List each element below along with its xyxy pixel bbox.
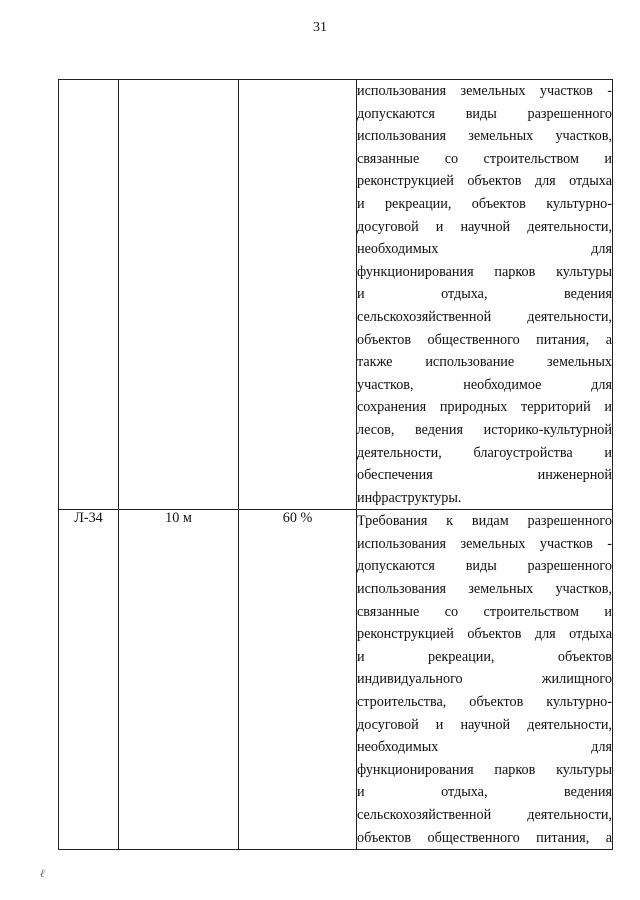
text-line: функционирования парков культуры (357, 761, 612, 778)
text-line: и рекреации, объектов культурно- (357, 195, 612, 212)
text-line: необходимых для (357, 739, 612, 756)
text-line: необходимых для (357, 241, 612, 258)
text-line: обеспечения инженерной (357, 467, 612, 484)
text-line: деятельности, благоустройства и (357, 444, 612, 461)
text-line: связанные со строительством и (357, 150, 612, 167)
text-line: допускаются виды разрешенного (357, 558, 612, 575)
text-line: объектов общественного питания, а (357, 331, 612, 348)
text-line: сельскохозяйственной деятельности, (357, 308, 612, 325)
text-line: строительства, объектов культурно- (357, 694, 612, 711)
text-line: допускаются виды разрешенного (357, 105, 612, 122)
requirements-cell (357, 510, 613, 850)
text-line: инфраструктуры. (357, 489, 462, 506)
text-line: досуговой и научной деятельности, (357, 716, 612, 733)
build-percent-cell (239, 80, 357, 510)
stray-mark: ℓ (40, 868, 45, 880)
text-line: использования земельных участков, (357, 128, 612, 145)
text-line: индивидуального жилищного (357, 671, 612, 688)
text-line: реконструкцией объектов для отдыха (357, 173, 612, 190)
text-line: лесов, ведения историко-культурной (357, 421, 612, 438)
text-line: использования земельных участков - (357, 83, 612, 99)
text-line: функционирования парков культуры (357, 263, 612, 280)
text-line: также использование земельных (357, 354, 612, 371)
text-line: досуговой и научной деятельности, (357, 218, 612, 235)
text-line: участков, необходимое для (357, 376, 612, 393)
text-line: сельскохозяйственной деятельности, (357, 807, 612, 823)
text-line: реконструкцией объектов для отдыха (357, 626, 612, 643)
text-line: использования земельных участков, (357, 581, 612, 598)
table-row (59, 510, 613, 850)
text-line: использования земельных участков - (357, 535, 612, 552)
text-line: и рекреации, объектов (357, 648, 612, 665)
zoning-table (58, 79, 613, 850)
requirements-cell (357, 80, 613, 510)
text-line: сохранения природных территорий и (357, 399, 612, 416)
max-height-cell (119, 80, 239, 510)
text-line: объектов общественного питания, а (357, 829, 612, 846)
table-row (59, 80, 613, 510)
page-number: 31 (313, 20, 327, 35)
zone-code-cell (59, 80, 119, 510)
max-height-cell: 10 м (119, 510, 239, 850)
text-line: и отдыха, ведения (357, 784, 612, 801)
zone-code-cell: Л-34 (59, 510, 119, 850)
text-line: Требования к видам разрешенного (357, 513, 612, 530)
build-percent-cell: 60 % (239, 510, 357, 850)
text-line: и отдыха, ведения (357, 286, 612, 303)
text-line: связанные со строительством и (357, 603, 612, 620)
